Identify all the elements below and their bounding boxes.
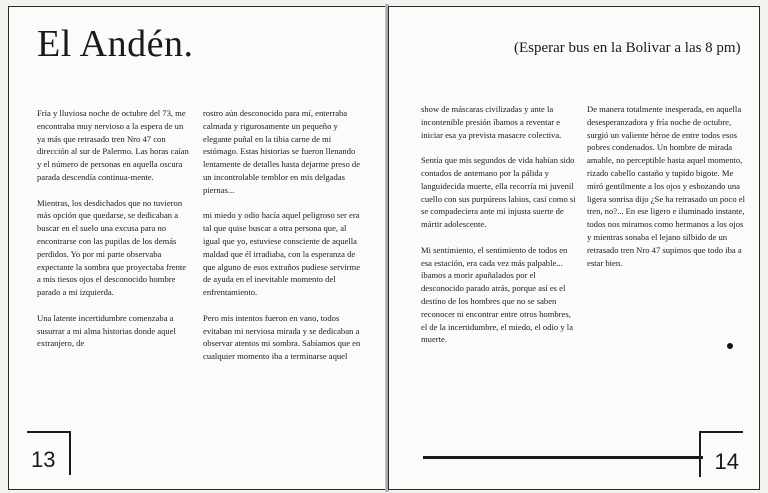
right-page-column-1	[421, 103, 579, 359]
paragraph: Fría y lluviosa noche de octubre del 73, me encontraba muy nervioso a la espera de un ya más que retrasado tren Nro 47 con dirección al sur de Palermo. Las horas caían y el número de personas en aquella oscura parada descendía continua-mente.	[37, 108, 189, 182]
left-page-column-2	[203, 107, 361, 376]
page-number-label: 14	[714, 449, 739, 474]
page-number-label: 13	[31, 447, 56, 472]
paragraph: mi miedo y odio hacía aquel peligroso ser era tal que quise buscar a otra persona que, al igual que yo, estuviese consciente de aquella maldad que él irradiaba, con la esperanza de que alguno de esos extraños pudiese servirme de ayuda en el inevitable momento del enfrentamiento.	[203, 210, 361, 298]
paragraph: Una latente incertidumbre comenzaba a susurrar a mi alma historias donde aquel extranjero, de	[37, 312, 176, 349]
right-page	[388, 6, 760, 490]
paragraph: Pero mis intentos fueron en vano, todos evitaban mi nerviosa mirada y se dedicaban a observar atentos mi sombra. Sabíamos que en cualquier momento iba a terminarse aquel	[203, 312, 361, 362]
page-number-left	[27, 431, 71, 475]
paragraph: De manera totalmente inesperada, en aquella desesperanzadora y fría noche de octubre, surgió un valiente héroe de entre todos esos pobres condenados. Un hombre de mirada amable, no perceptible hasta aquel momento, rizado cabello castaño y tupido bigote. Me miró gentilmente a los ojos y esbozando una ligera sonrisa dijo ¿Se ha retrasado un poco el tren, no?... En ese ligero e iluminado instante, todos nos miramos como hermanos a los ojos y mientras sonaba el lejano silbido de un retrasado tren Nro 47 supimos que todo iba a estar bien.	[587, 104, 745, 268]
page-subtitle: (Esperar bus en la Bolivar a las 8 pm)	[514, 40, 741, 56]
paragraph: rostro aún desconocido para mí, enterraba calmada y rigurosamente un pequeño y elegante puñal en la tibia carne de mi estómago. Estas historias se fueron llenando lentamente de detalles hasta dejarme preso de un incontrolable temblor en mis delgadas piernas...	[203, 108, 361, 195]
page-title: El Andén.	[37, 23, 194, 65]
left-page-column-1	[37, 107, 189, 363]
left-page	[8, 6, 386, 490]
paragraph: show de máscaras civilizadas y ante la incontenible presión íbamos a reventar e iniciar esa ya prevista masacre colectiva.	[421, 104, 562, 140]
paragraph: Sentía que mis segundos de vida habían sido contados de antemano por la pálida y languidecida muerte, ella recorría mi juvenil cuello con sus purpúreos labios, casi como si se compadeciera ante mi injusta suerte de mártir adolescente.	[421, 155, 576, 230]
page-number-right	[699, 431, 743, 477]
right-page-column-2	[587, 103, 745, 282]
paragraph: Mientras, los desdichados que no tuvieron más opción que quedarse, se dedicaban a buscar en el suelo una excusa para no encontrarse con las pupilas de los demás perdidos. Yo por mi parte observaba expectante la sombra que proyectaba frente a mis tiesos ojos el desconocido hombre parado a mi izquierda.	[37, 197, 187, 298]
bottom-rule	[423, 456, 703, 459]
ink-dot	[727, 343, 733, 349]
paragraph: Mi sentimiento, el sentimiento de todos en esa estación, era cada vez más palpable... íbamos a morir apuñalados por el desconocido parado atrás, porque así es el destino de los hombres que no se saben reconocer ni encontrar entre otros hombres, el de la incertidumbre, el miedo, el odio y la muerte.	[421, 244, 574, 345]
